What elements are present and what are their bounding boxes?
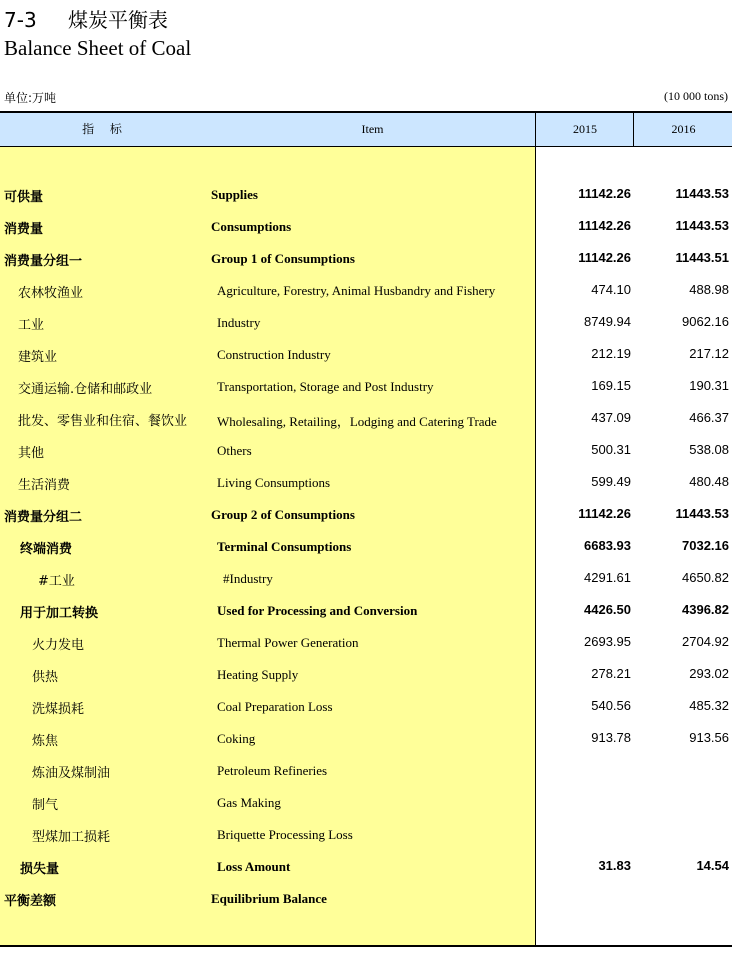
row-label-en: Petroleum Refineries	[217, 763, 328, 778]
row-value-2015: 540.56	[591, 698, 631, 713]
page-title-cn	[4, 4, 168, 33]
row-value-2015: 474.10	[591, 282, 631, 297]
row-value-2016: 11443.53	[675, 506, 729, 521]
row-value-2016: 913.56	[689, 730, 729, 745]
row-value-2016: 190.31	[689, 378, 729, 393]
row-label-cn: 平衡差额	[4, 894, 57, 909]
row-value-2016: 2704.92	[682, 634, 729, 649]
row-value-2016: 11443.53	[675, 218, 729, 233]
row-label-en: Thermal Power Generation	[217, 635, 359, 650]
row-value-2016: 485.32	[689, 698, 729, 713]
row-label-cn: 消费量	[4, 222, 44, 237]
row-label-cn: 终端消费	[20, 542, 73, 557]
table-row	[0, 403, 732, 435]
row-value-2016: 7032.16	[682, 538, 729, 553]
row-value-2016: 480.48	[689, 474, 729, 489]
row-label-cn: 可供量	[4, 190, 44, 205]
row-label-en: Loss Amount	[217, 859, 291, 874]
row-value-2016: 4396.82	[682, 602, 729, 617]
table-row	[0, 467, 732, 499]
row-label-en: Living Consumptions	[217, 475, 331, 490]
table-bottom-rule	[0, 945, 732, 947]
title-cn-text: 煤炭平衡表	[68, 8, 168, 32]
row-label-cn: 火力发电	[32, 638, 85, 653]
row-value-2015: 913.78	[591, 730, 631, 745]
table-row	[0, 851, 732, 883]
row-label-en: Briquette Processing Loss	[217, 827, 353, 842]
row-label-en: Used for Processing and Conversion	[217, 603, 418, 618]
table-row	[0, 499, 732, 531]
table-row	[0, 435, 732, 467]
row-value-2015: 500.31	[591, 442, 631, 457]
row-label-cn: 生活消费	[18, 478, 71, 493]
table-row	[0, 531, 732, 563]
row-value-2015: 4426.50	[584, 602, 631, 617]
table-header	[0, 113, 732, 147]
table-row	[0, 563, 732, 595]
table-row	[0, 339, 732, 371]
unit-label-en: (10 000 tons)	[664, 89, 728, 103]
row-label-en: Transportation, Storage and Post Industry	[217, 379, 434, 394]
row-label-cn: 洗煤损耗	[32, 702, 85, 717]
header-item: Item	[361, 122, 384, 136]
row-label-en: Wholesaling, Retailing，Lodging and Catering Trade	[217, 414, 497, 429]
table-row	[0, 627, 732, 659]
table-row	[0, 179, 732, 211]
row-value-2015: 11142.26	[578, 250, 631, 265]
row-value-2015: 6683.93	[584, 538, 631, 553]
row-value-2016: 488.98	[689, 282, 729, 297]
row-label-cn: 建筑业	[18, 350, 58, 365]
row-value-2016: 466.37	[689, 410, 729, 425]
row-value-2015: 278.21	[591, 666, 631, 681]
row-label-cn: 其他	[18, 446, 45, 461]
row-label-en: Coking	[217, 731, 256, 746]
table-row	[0, 659, 732, 691]
row-label-cn: 消费量分组二	[4, 510, 83, 525]
table-row	[0, 755, 732, 787]
row-label-cn: 农林牧渔业	[18, 286, 84, 301]
table-row	[0, 723, 732, 755]
header-2016: 2016	[633, 113, 732, 146]
header-indicator: 指 标	[82, 122, 128, 136]
table-row	[0, 691, 732, 723]
row-label-en: Group 1 of Consumptions	[211, 251, 355, 266]
row-label-en: Group 2 of Consumptions	[211, 507, 355, 522]
table-row	[0, 595, 732, 627]
page-title-en: Balance Sheet of Coal	[4, 36, 192, 60]
row-label-en: Supplies	[211, 187, 258, 202]
row-value-2016: 217.12	[689, 346, 729, 361]
row-value-2015: 212.19	[591, 346, 631, 361]
row-label-cn: 型煤加工损耗	[32, 830, 111, 845]
row-label-cn: 交通运输.仓储和邮政业	[18, 382, 153, 397]
table-row	[0, 275, 732, 307]
row-label-en: #Industry	[223, 571, 273, 586]
row-label-cn: 损失量	[20, 862, 60, 877]
row-value-2015: 4291.61	[584, 570, 631, 585]
row-value-2015: 11142.26	[578, 506, 631, 521]
row-label-en: Heating Supply	[217, 667, 299, 682]
row-value-2015: 599.49	[591, 474, 631, 489]
row-value-2015: 437.09	[591, 410, 631, 425]
row-value-2016: 11443.53	[675, 186, 729, 201]
row-label-en: Agriculture, Forestry, Animal Husbandry and Fishery	[217, 283, 496, 298]
row-value-2015: 11142.26	[578, 186, 631, 201]
row-value-2015: 8749.94	[584, 314, 631, 329]
row-value-2015: 2693.95	[584, 634, 631, 649]
row-value-2015: 169.15	[591, 378, 631, 393]
row-label-en: Gas Making	[217, 795, 281, 810]
row-value-2016: 538.08	[689, 442, 729, 457]
row-value-2016: 14.54	[696, 858, 729, 873]
row-label-cn: 炼焦	[32, 734, 59, 749]
row-label-cn: #工业	[38, 574, 75, 589]
row-label-en: Equilibrium Balance	[211, 891, 327, 906]
row-value-2016: 9062.16	[682, 314, 729, 329]
row-label-cn: 批发、零售业和住宿、餐饮业	[18, 414, 188, 429]
row-label-cn: 炼油及煤制油	[32, 766, 111, 781]
row-label-en: Industry	[217, 315, 261, 330]
table-row	[0, 211, 732, 243]
table-row	[0, 883, 732, 915]
header-2015: 2015	[535, 113, 634, 146]
row-label-cn: 工业	[18, 318, 45, 333]
unit-label-cn: 单位:万吨	[4, 91, 57, 105]
row-label-cn: 供热	[32, 670, 59, 685]
row-label-en: Terminal Consumptions	[217, 539, 352, 554]
table-row	[0, 243, 732, 275]
table-row	[0, 787, 732, 819]
row-label-cn: 用于加工转换	[20, 606, 99, 621]
row-value-2015: 11142.26	[578, 218, 631, 233]
row-label-en: Construction Industry	[217, 347, 331, 362]
row-label-cn: 消费量分组一	[4, 254, 83, 269]
row-label-en: Consumptions	[211, 219, 292, 234]
row-value-2015: 31.83	[598, 858, 631, 873]
table-number: 7-3	[4, 8, 37, 32]
row-label-cn: 制气	[32, 798, 59, 813]
row-value-2016: 4650.82	[682, 570, 729, 585]
table-row	[0, 819, 732, 851]
table-row	[0, 371, 732, 403]
row-value-2016: 11443.51	[675, 250, 729, 265]
row-label-en: Coal Preparation Loss	[217, 699, 333, 714]
row-value-2016: 293.02	[689, 666, 729, 681]
row-label-en: Others	[217, 443, 252, 458]
table-row	[0, 307, 732, 339]
